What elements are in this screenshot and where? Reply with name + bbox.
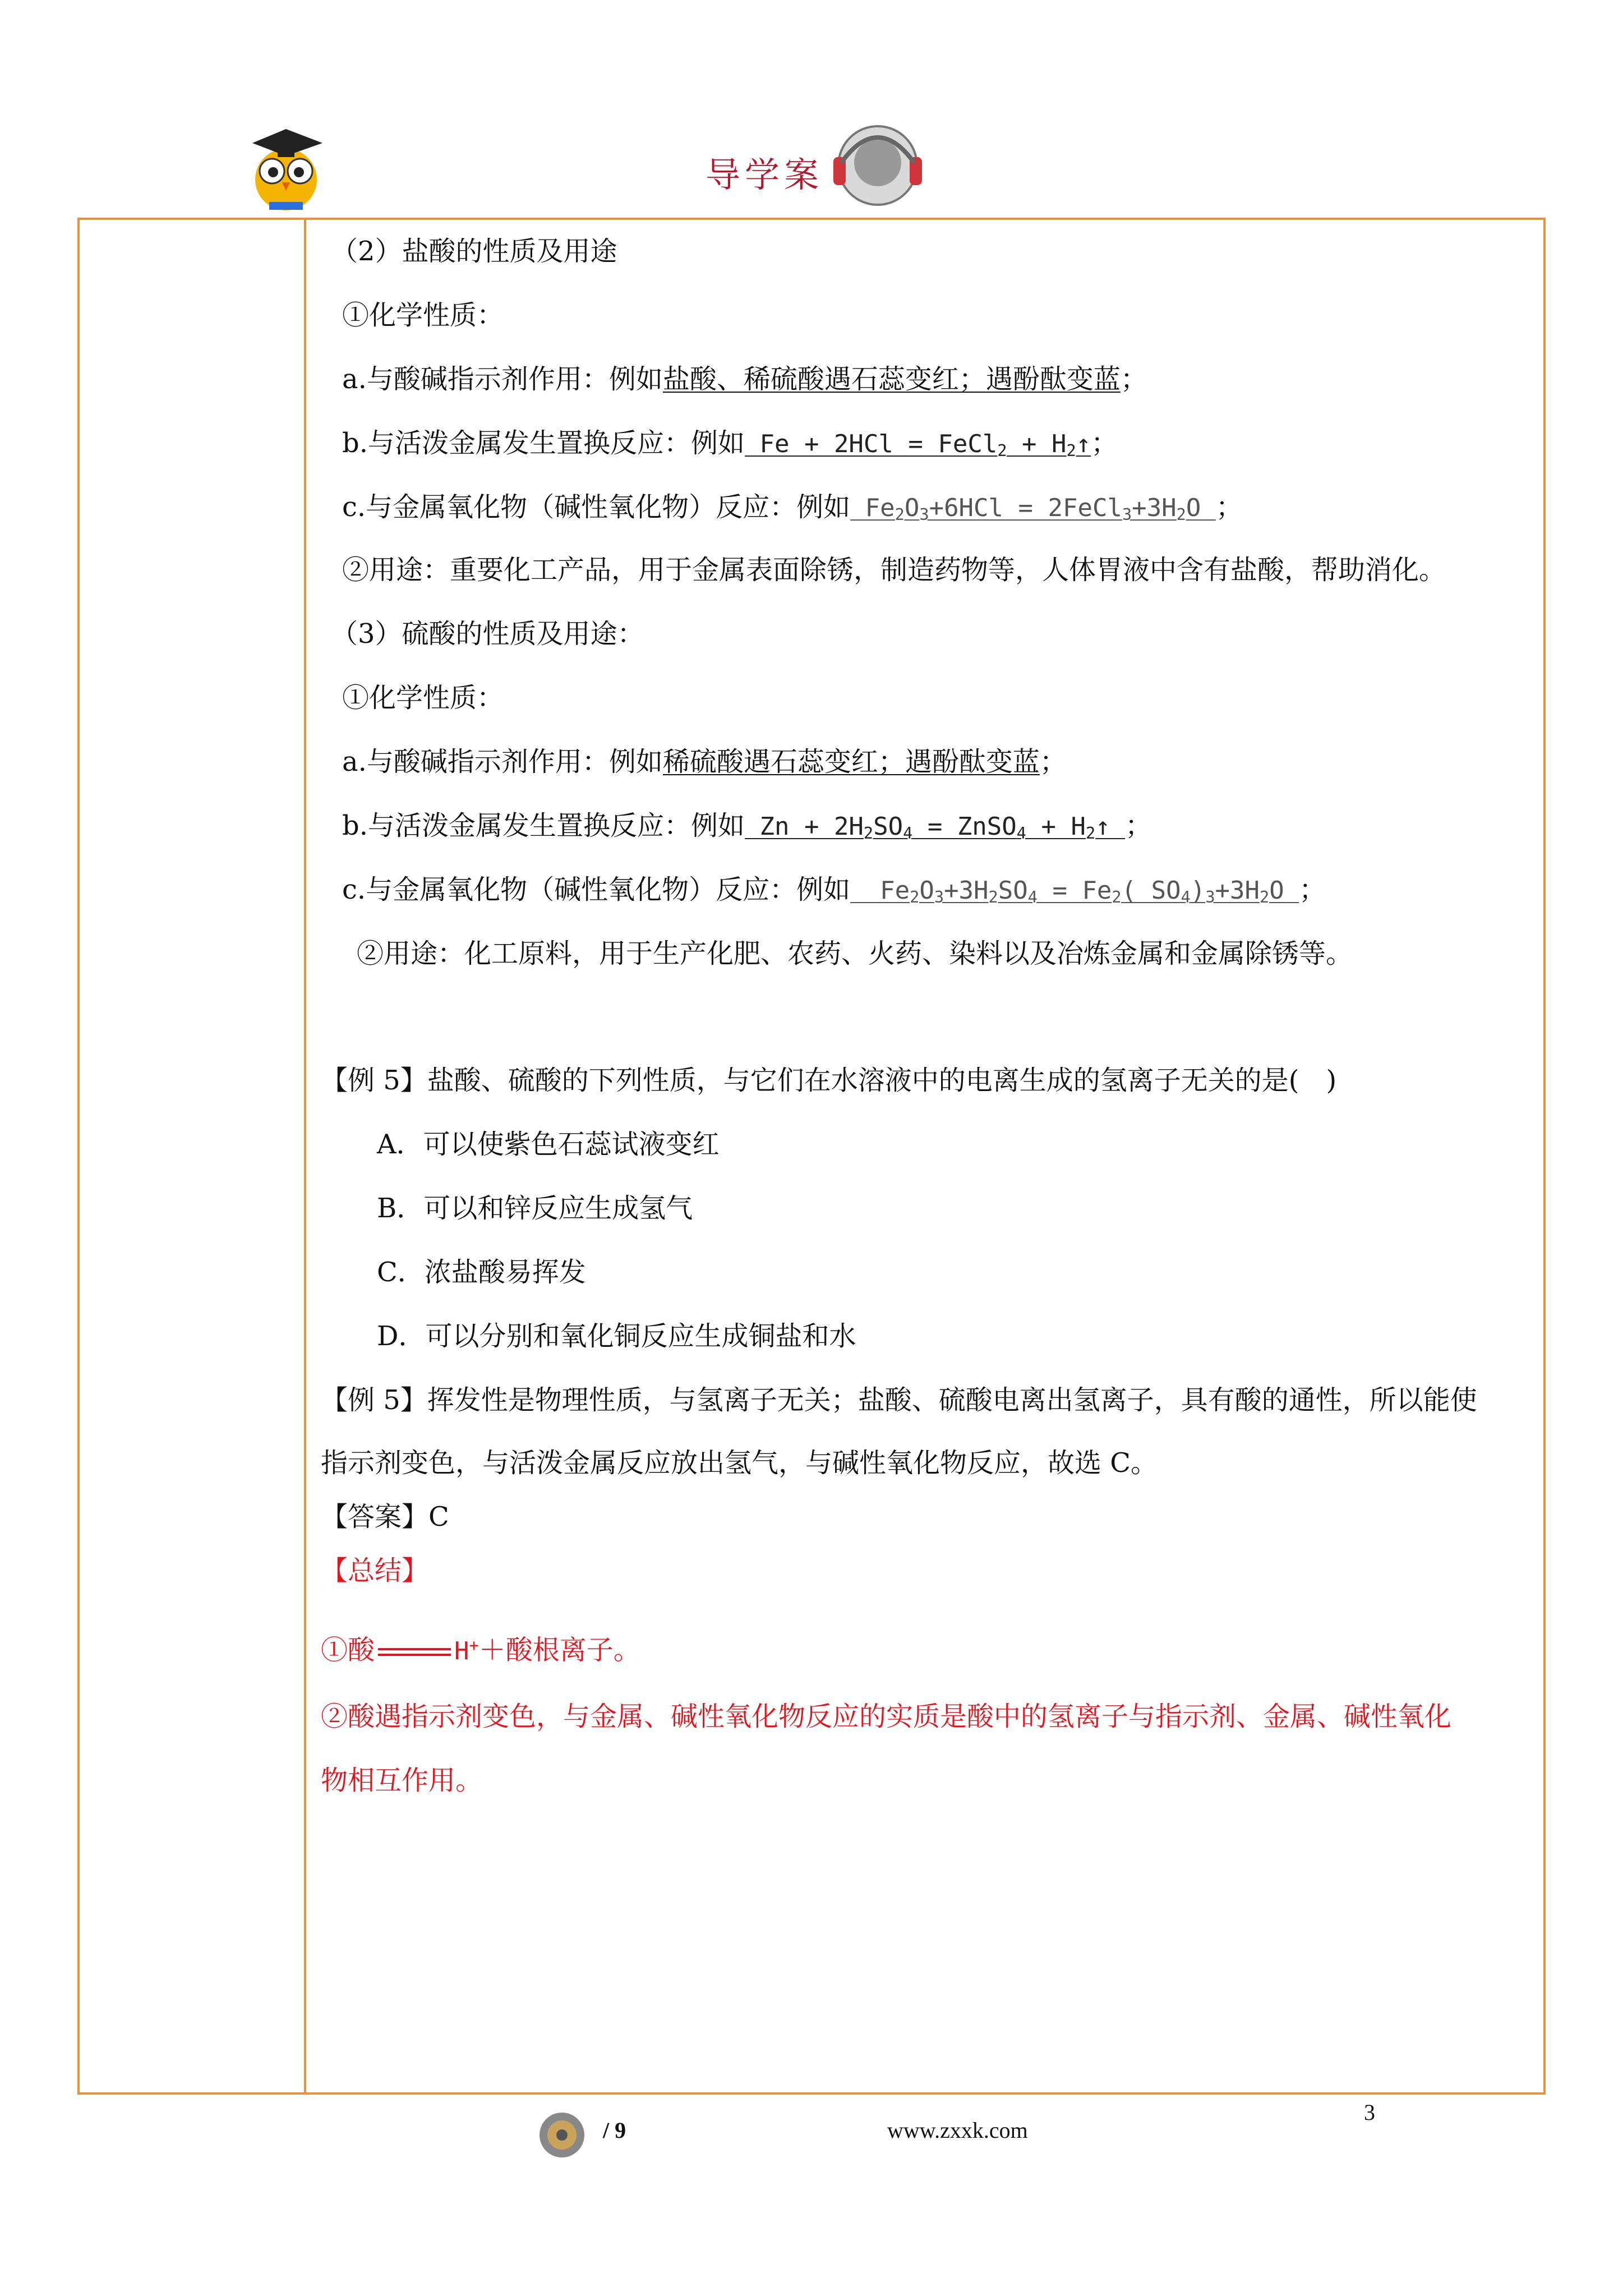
analysis-line-1: 【例 5】挥发性是物理性质，与氢离子无关；盐酸、硫酸电离出氢离子，具有酸的通性，所以能使	[321, 1384, 1477, 1416]
analysis-line-2: 指示剂变色，与活泼金属反应放出氢气，与碱性氧化物反应，故选 C。	[321, 1447, 1158, 1479]
footer-site-link[interactable]: www.zxxk.com	[887, 2118, 1028, 2143]
h2so4-metal-line: b.与活泼金属发生置换反应：例如 $Zn + 2H_2SO_4$ = ZnSO$_4$ + $H_2↑$ ；	[342, 810, 1152, 843]
music-shop-logo-icon	[830, 118, 925, 213]
double-line-equals	[378, 1648, 451, 1656]
h2so4-chem-heading: ①化学性质：	[342, 682, 504, 714]
option-a: A．可以使紫色石蕊试液变红	[377, 1129, 720, 1160]
option-d: D．可以分别和氧化铜反应生成铜盐和水	[377, 1320, 856, 1352]
summary-item-2-line-1: ②酸遇指示剂变色，与金属、碱性氧化物反应的实质是酸中的氢离子与指示剂、金属、碱性氧化	[321, 1701, 1452, 1732]
h2so4-uses-line: ②用途：化工原料，用于生产化肥、农药、火药、染料以及冶炼金属和金属除锈等。	[357, 938, 1353, 969]
chem-properties-heading: ①化学性质：	[342, 300, 504, 331]
hcl-oxide-line: c.与金属氧化物（碱性氧化物）反应：例如 $Fe_2O_3+6HCl$ = $2FeCl_3+3H_2O$ ；	[342, 491, 1243, 524]
example-question: 【例 5】盐酸、硫酸的下列性质，与它们在水溶液中的电离生成的氢离子无关的是( )	[321, 1065, 1337, 1096]
option-b: B．可以和锌反应生成氢气	[377, 1193, 693, 1224]
footer-page-total: / 9	[603, 2118, 626, 2143]
header-title: 导学案	[706, 154, 824, 195]
summary-title: 【总结】	[321, 1555, 429, 1586]
answer-line: 【答案】C	[321, 1501, 449, 1533]
h2so4-oxide-line: c.与金属氧化物（碱性氧化物）反应：例如 $Fe_2O_3+3H_2SO_4 = Fe_2$( $SO_4)_3+3H_2O$ ；	[342, 874, 1326, 907]
hcl-indicator-line: a.与酸碱指示剂作用：例如盐酸、稀硫酸遇石蕊变红；遇酚酞变蓝；	[342, 364, 1147, 395]
disc-icon	[538, 2111, 585, 2159]
footer-page-number: 3	[1364, 2100, 1375, 2125]
option-c: C．浓盐酸易挥发	[377, 1257, 586, 1288]
hcl-uses-line: ②用途：重要化工产品，用于金属表面除锈，制造药物等，人体胃液中含有盐酸，帮助消化。	[342, 554, 1446, 586]
section-3-heading: （3）硫酸的性质及用途：	[331, 618, 644, 650]
h2so4-indicator-line: a.与酸碱指示剂作用：例如稀硫酸遇石蕊变红；遇酚酞变蓝；	[342, 746, 1067, 777]
owl-logo-icon	[238, 118, 334, 216]
frame-divider	[304, 218, 306, 2095]
section-2-heading: （2）盐酸的性质及用途	[331, 236, 617, 267]
hcl-metal-line: b.与活泼金属发生置换反应：例如 Fe + 2HCl = FeCl$_2$ + $H_2↑$；	[342, 427, 1118, 461]
summary-item-2-line-2: 物相互作用。	[321, 1765, 483, 1796]
summary-item-1: ①酸 H+＋酸根离子。	[321, 1634, 640, 1666]
